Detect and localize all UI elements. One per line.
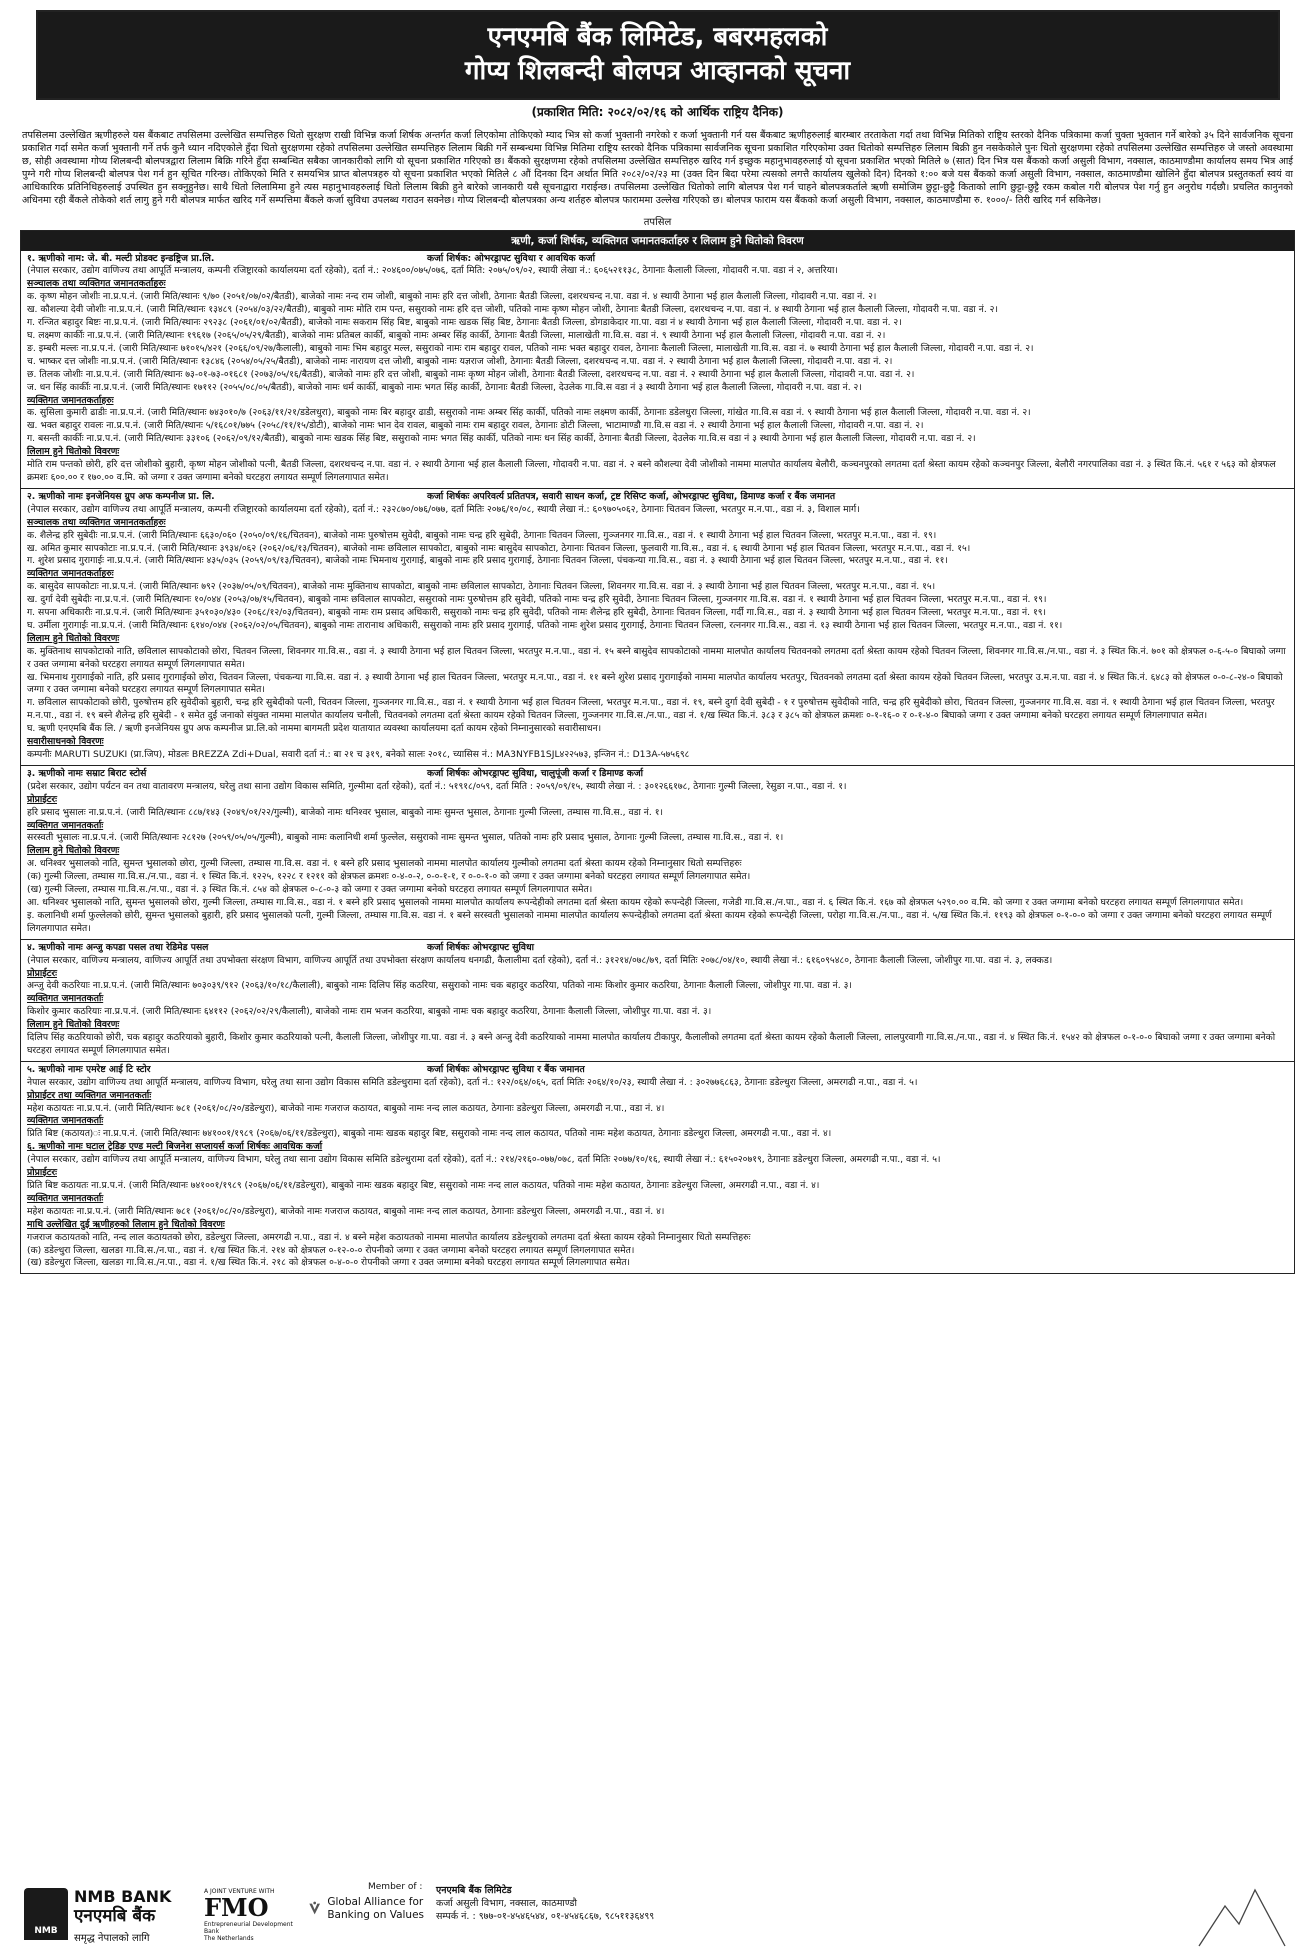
detail-line: क. सुसिला कुमारी ढाडीः ना.प्र.प.नं. (जारी मिति/स्थानः ७४३०१०/७ (२०६३/११/२१/डडेलधुरा), बाबुको नामः बिर बहादुर ढाडी, ससुराको नामः अम्बर सिंह कार्की, पतिको नामः लक्ष्मण कार्की, ठेगानाः डडेलधुरा जिल्ला, गांखेत गा.वि.स वडा नं. ९ स्थायी ठेगाना भई हाल कैलाली जिल्ला, गोदावरी न.पा. वडा नं. २। [27,407,1031,419]
gabv-icon [308,1897,321,1921]
fmo-top-text: A JOINT VENTURE WITH [204,1888,275,1895]
detail-line: इ. कलानिधी शर्मा फुल्लेलको छोरी, सुमन्त भुसालको बुहारी, हरि प्रसाद भुसालको पत्नी, गुल्मी जिल्ला, तम्घास गा.वि.स. वडा नं. १ बस्ने सरस्वती भुसालको नाममा मालपोत कार्यालय रूपन्देहीको लगतमा दर्ता श्रेस्ता कायम रहेको रूपन्देही जिल्ला, परोहा गा.वि.स./न.पा., वडा नं. ५/ख स्थित कि.नं. ११९३ को क्षेत्रफल ०-१-०-० को जग्गा र उक्त जग्गामा बनेको घरटहरा लगायत सम्पूर्ण लिगलगापात समेत। [27,909,1272,934]
mountain-icon [1197,1884,1287,1948]
detail-line: गजराज कठायतको नाति, नन्द लाल कठायतको छोरा, डडेल्धुरा जिल्ला, अमरगढी न.पा., वडा नं. ४ बस्ने महेश कठायतको नाममा मालपोत कार्यालय डडेल्धुराको लगतमा दर्ता श्रेस्ता कायम रहेको निम्नानुसार धितो सम्पत्तिहरुः [27,1231,751,1243]
detail-line: ख. अमित कुमार सापकोटाः ना.प्र.प.नं. (जारी मिति/स्थानः ३९३४/०६२ (२०६२/०६/१३/चितवन), बाजेको नामः छविलाल सापकोटा, बाबुको नामः बासुदेव सापकोटा, ठेगानाः चितवन जिल्ला, फुलवारी गा.वि.स., वडा नं. ६ स्थायी ठेगाना भई हाल चितवन जिल्ला, भरतपुर म.न.पा., वडा नं. १५। [27,542,971,554]
subheading: सवारीसाधनको विवरणः [27,736,104,748]
subheading: प्रोप्राईटर तथा व्यक्तिगत जमानतकर्ताः [27,1089,152,1101]
borrower-line [27,942,1288,955]
borrower-line [27,253,1288,266]
fmo-subtitle: Entrepreneurial Development Bank [204,1921,293,1935]
detail-line: नेपाल सरकार, उद्योग वाणिज्य तथा आपूर्ति मन्त्रालय, वाणिज्य विभाग, घरेलु तथा साना उद्योग विकास समिति डडेल्धुरामा दर्ता रहेको), दर्ता नं.: १२२/०६४/०६५, दर्ता मितिः २०६४/१०/२३, स्थायी लेखा नं. : ३०२७७६८६३, ठेगानाः डडेल्धुरा जिल्ला, अमरगढी न.पा., वडा नं. ५। [27,1076,918,1088]
gabv-text: Global Alliance for Banking on Values [327,1896,425,1921]
notice-title-line2: गोप्य शिलबन्दी बोलपत्र आव्हानको सूचना [464,56,851,86]
detail-line: ख. भिमनाथ गुरागाईको नाति, हरि प्रसाद गुरागाईको छोरा, चितवन जिल्ला, पंचकन्या गा.वि.स. वडा नं. ३ स्थायी ठेगाना भई हाल चितवन जिल्ला, भरतपुर म.न.पा., वडा नं. ११ बस्ने शुरेश प्रसाद गुरागाईको नाममा मालपोत कार्यालय भरतपुर, चितवनको लगतमा दर्ता श्रेस्ता कायम रहेको चितवन जिल्ला, भरतपुर उ.म.न.पा. वडा नं. ४ स्थित कि.नं. ६४८३ को क्षेत्रफल ०-०-८-२४-० बिघाको जग्गा र उक्त जग्गामा बनेको घरटहरा लगायत सम्पूर्ण लिगलगापात समेत। [27,671,1283,696]
borrower-name: ३. ऋणीको नामः सम्राट बिराट स्टोर्स [27,767,147,779]
loan-type: कर्जा शिर्षक: ओभरड्राफ्ट सुविधा र आवधिक कर्जा [427,252,596,264]
borrower-name: १. ऋणीको नाम: जे. बी. मल्टी प्रोडक्ट इन्डष्ट्रिज प्रा.लि. [27,252,215,264]
subheading: लिलाम हुने धितोको विवरणः [27,632,120,644]
detail-line: क. शैलेन्द्र हरि सुबेदीः ना.प्र.प.नं. (जारी मिति/स्थानः ६६३०/०६० (२०५०/०९/१६/चितवन), बाजेको नामः पुरुषोत्तम सुवेदी, बाबुको नामः चन्द्र हरि सुबेदी, ठेगानाः चितवन जिल्ला, गुञ्जनगर गा.वि.स., वडा नं. १ स्थायी ठेगाना भई हाल चितवन जिल्ला, भरतपुर म.न.पा., वडा नं. १९। [27,529,937,541]
borrower-name: २. ऋणीको नामः इनजेनियस ग्रुप अफ कम्पनीज प्रा. लि. [27,490,215,502]
detail-line: घ. लक्ष्मण कार्कीः ना.प्र.प.नं. (जारी मिति/स्थानः १९६१७ (२०६५/०५/२९/बैतडी), बाजेको नामः प्रतिबल कार्की, बाबुको नामः अम्बर सिंह कार्की, ठेगानाः बैतडी जिल्ला, मालाखेती गा.वि.स. वडा नं. ९ स्थायी ठेगाना भई हाल कैलाली जिल्ला, गोदावरी न.पा. वडा नं. २। [27,330,886,341]
subheading: प्रोप्राईटरः [27,967,57,979]
loan-type: कर्जा शिर्षकः ओभरड्राफ्ट सुविधा, चालुपूंजी कर्जा र डिमाण्ड कर्जा [427,767,644,779]
footer [18,1880,1297,1948]
nmb-logo [24,1888,171,1944]
subheading: व्यक्तिगत जमानतकर्ताः [27,819,104,831]
publication-line: (प्रकाशित मिति: २०८२/०२/१६ को आर्थिक राष्ट्रिय दैनिक) [531,105,784,119]
tapsil-label: तपसिल [643,216,672,228]
borrower-line [27,1064,1288,1077]
borrower-section [21,488,1294,765]
notice-page [18,10,1297,1274]
fmo-logo [204,1888,294,1942]
detail-line: (क) डडेल्धुरा जिल्ला, खलङा गा.वि.स./न.पा., वडा नं. १/ख स्थित कि.नं. २१४ को क्षेत्रफल ०-१२-०-० रोपनीको जग्गा र उक्त जग्गामा बनेको घरटहरा लगायत सम्पूर्ण लिगलगापात समेत। [27,1244,635,1256]
fmo-name: FMO [204,1893,269,1922]
bank-tagline: समृद्ध नेपालको लागि [74,1933,150,1944]
detail-line: कम्पनीः MARUTI SUZUKI (प्रा.जिप), मोडलः BREZZA Zdi+Dual, सवारी दर्ता नं.: बा २१ च ३१९, बनेको सालः २०१८, च्यासिस नं.: MA3NYFB1SJL४२२५७३, इन्जिन नं.: D13A-५७५६९८ [27,749,690,760]
detail-line: महेश कठायतः ना.प्र.प.नं. (जारी मिति/स्थानः ७८१ (२०६१/०८/२०/डडेल्धुरा), बाजेको नामः गजराज कठायत, बाबुको नामः नन्द लाल कठायत, ठेगानाः डडेल्धुरा जिल्ला, अमरगढी न.पा., वडा नं. ४। [27,1102,665,1114]
subheading: व्यक्तिगत जमानतकर्ताः [27,1192,104,1204]
detail-line: ख. कौशल्या देवी जोशीः ना.प्र.प.नं. (जारी मिति/स्थानः १३४८९ (२०५४/०३/२२/बैतडी), बाबुको नामः मोति राम पन्त, ससुराको नामः हरि दत्त जोशी, पतिको नामः कृष्ण मोहन जोशी, ठेगानाः बैतडी जिल्ला, दशरथचन्द न.पा. वडा नं. ४ स्थायी ठेगाना भई हाल कैलाली जिल्ला, गोदावरी न.पा. वडा नं. २। [27,304,998,316]
contact-department: कर्जा असुली विभाग, नक्साल, काठमाण्डौ [436,1898,577,1909]
borrower-name: ४. ऋणीको नामः अन्जु कपडा पसल तथा रेडिमेड पसल [27,941,209,953]
loan-type: कर्जा शिर्षकः ओभरड्राफ्ट सुविधा र बैंक जमानत [427,1063,585,1075]
detail-line: किशोर कुमार कठरियाः ना.प्र.प.नं. (जारी मिति/स्थानः ६४११२ (२०६२/०२/२९/कैलाली), बाजेको नामः राम भजन कठरिया, बाबुको नामः चक बहादुर कठरिया, ठेगानाः कैलाली जिल्ला, जोशीपुर गा.पा. वडा नं. ३। [27,1006,712,1018]
borrower-line [27,491,1288,504]
detail-line: (नेपाल सरकार, उद्योग वाणिज्य तथा आपूर्ति मन्त्रालय, कम्पनी रजिष्ट्रारको कार्यालयमा दर्ता रहेको), दर्ता नं.: २३२८७०/०७६/०७७, दर्ता मितिः २०७६/१०/०८, स्थायी लेखा नं.: ६०९७०५०६२, ठेगानाः चितवन जिल्ला, भरतपुर म.न.पा., वडा नं. ३, विशाल मार्ग। [27,503,860,515]
subheading: सञ्चालक तथा व्यक्तिगत जमानतकर्ताहरुः [27,516,166,528]
subheading: सञ्चालक तथा व्यक्तिगत जमानतकर्ताहरुः [27,278,166,290]
loan-type: कर्जा शिर्षकः ओभरड्राफ्ट सुविधा [427,941,535,953]
detail-line: (प्रदेश सरकार, उद्योग पर्यटन वन तथा वातावरण मन्त्रालय, घरेलु तथा साना उद्योग विकास समिति, गुल्मीमा दर्ता रहेको), दर्ता नं.: ५१९१८/०५९, दर्ता मिति : २०५९/०९/१५, स्थायी लेखा नं. : ३०१२६६१७८, ठेगानाः गुल्मी जिल्ला, रेसुङा न.पा., वडा नं. १। [27,780,847,792]
bank-name-np: एनएमबि बैंक [74,1906,156,1926]
subheading: प्रोप्राईटरः [27,793,57,805]
subheading: प्रोप्राईटरः [27,1167,57,1179]
detail-line: प्रिति बिष्ट कठायतः ना.प्र.प.नं. (जारी मिति/स्थानः ७४१००१/१९८९ (२०६७/०६/११/डडेल्धुरा), बाबुको नामः खडक बहादुर बिष्ट, ससुराको नामः नन्द लाल कठायत, पतिको नामः महेश कठायत, ठेगानाः डडेल्धुरा जिल्ला, अमरगढी न.पा., वडा नं. ४। [27,1180,820,1191]
detail-line: ग. छविलाल सापकोटाको छोरी, पुरुषोत्तम हरि सुवेदीको बुहारी, चन्द्र हरि सुबेदीको पत्नी, चितवन जिल्ला, गुञ्जनगर गा.वि.स., वडा नं. १ स्थायी ठेगाना भई हाल चितवन जिल्ला, भरतपुर म.न.पा., वडा नं. १९, बस्ने दुर्गा देवी सुबेदी - १ र पुरुषोत्तम सुवेदीको नाति, चन्द्र हरि सुबेदीको छोरा, चितवन जिल्ला, गुञ्जनगर गा.वि.स. वडा नं. १ स्थायी ठेगाना भई हाल चितवन जिल्ला, भरतपुर म.न.पा., वडा नं. १९ बस्ने शैलेन्द्र हरि सुबेदी - १ समेत दुई जनाको संयुक्त नाममा मालपोत कार्यालय चनौली, चितवनको लगतमा दर्ता श्रेस्ता कायम रहेको चितवन जिल्ला, गुञ्जनगर गा.वि.स./न.पा., वडा नं. १/ख स्थित कि.नं. ३८३ र ३८५ को क्षेत्रफल क्रमशः ०-१-१६-० र ०-१-४-० बिघाको जग्गा र उक्त जग्गामा बनेको घरटहरा लगायत सम्पूर्ण लिगलगापात समेत। [27,697,1275,722]
notice-header [36,10,1280,100]
fmo-country: The Netherlands [204,1935,254,1942]
detail-line: छ. तिलक जोशीः ना.प्र.प.नं. (जारी मिति/स्थानः ७३-०१-७३-०१६८१ (२०७३/०५/१६/बैतडी), बाजेको नामः हरि दत्त जोशी, बाबुको नामः कृष्ण मोहन जोशी, ठेगानाः बैतडी जिल्ला, दशरथचन्द न.पा. वडा नं. २ स्थायी ठेगाना भई हाल कैलाली जिल्ला, गोदावरी न.पा. वडा नं. २। [27,368,915,380]
subheading: ६. ऋणीको नामः घटाल ट्रेडिङ एण्ड मल्टी बिजनेश सप्लायर्स कर्जा शिर्षकः आवधिक कर्जा [27,1141,323,1153]
borrower-section [21,251,1294,488]
contact-bank-name: एनएमबि बैंक लिमिटेड [436,1885,512,1896]
subheading: माथि उल्लेखित दुई ऋणीहरुको लिलाम हुने धितोको विवरणः [27,1218,225,1230]
detail-line: (ख) गुल्मी जिल्ला, तम्घास गा.वि.स./न.पा., वडा नं. ३ स्थित कि.नं. ८५४ को क्षेत्रफल ०-८-०-३ को जग्गा र उक्त जग्गामा बनेको घरटहरा लगायत सम्पूर्ण लिगलगापात समेत। [27,884,593,896]
detail-line: अ. धनिश्वर भुसालको नाति, सुमन्त भुसालको छोरा, गुल्मी जिल्ला, तम्घास गा.वि.स. वडा नं. १ बस्ने हरि प्रसाद भुसालको नाममा मालपोत कार्यालय गुल्मीको लगतमा दर्ता श्रेस्ता कायम रहेको निम्नानुसार धितो सम्पत्तिहरुः [27,858,742,870]
detail-line: च. भाष्कर दत्त जोशीः ना.प्र.प.नं. (जारी मिति/स्थानः १३८४६ (२०५४/०५/२५/बैतडी), बाजेको नामः नारायण दत्त जोशी, बाबुको नामः यज्ञराज जोशी, ठेगानाः बैतडी जिल्ला, दशरथचन्द न.पा. वडा नं. २ स्थायी ठेगाना भई हाल कैलाली जिल्ला, गोदावरी न.पा. वडा नं. २। [27,355,893,367]
detail-line: क. मुक्तिनाथ सापकोटाको नाति, छविलाल सापकोटाको छोरा, चितवन जिल्ला, शिवनगर गा.वि.स., वडा नं. ३ स्थायी ठेगाना भई हाल चितवन जिल्ला, भरतपुर म.न.पा., वडा नं. १५ बस्ने बासुदेव सापकोटाको नाममा मालपोत कार्यालय चितवनको लगतमा दर्ता श्रेस्ता कायम रहेको चितवन जिल्ला, शिवनगर गा.वि.स./न.पा., वडा नं. ३ स्थित कि.नं. ७०१ को क्षेत्रफल ०-६-५-० बिघाको जग्गा र उक्त जग्गामा बनेको घरटहरा लगायत सम्पूर्ण लिगलगापात समेत। [27,645,1286,670]
borrower-section [21,765,1294,939]
detail-line: घ. ऋणी एनएमबि बैंक लि. / ऋणी इनजेनियस ग्रुप अफ कम्पनीज प्रा.लि.को नाममा बागमती प्रदेश यातायात व्यवस्था कार्यालयमा दर्ता कायम रहेको निम्नानुसारको सवारीसाधन। [27,723,602,735]
nmb-badge-icon: NMB [24,1888,68,1940]
subheading: लिलाम हुने धितोको विवरणः [27,446,120,458]
notice-title-line1: एनएमबि बैंक लिमिटेड, बबरमहलको [487,22,828,52]
detail-line: ख. भक्त बहादुर रावलः ना.प्र.प.नं. (जारी मिति/स्थानः ५/१६८०१/७७५ (२०५८/११/१५/डोटी), बाजेको नामः भान देव रावल, बाबुको नामः राम बहादुर रावल, ठेगानाः डोटी जिल्ला, भाटामाण्डौ गा.वि.स वडा नं. २ स्थायी ठेगाना भई हाल कैलाली जिल्ला, गोदावरी न.पा. वडा नं. २। [27,420,924,432]
contact-phone: सम्पर्क नं. : ९७७-०१-४५४६५४४, ०१-४५४६८६७, ९८५११३६४९९ [436,1911,655,1922]
details-table [20,230,1295,1275]
sections-container [21,251,1294,1274]
detail-line: (नेपाल सरकार, वाणिज्य मन्त्रालय, वाणिज्य आपूर्ति तथा उपभोक्ता संरक्षण विभाग, वाणिज्य आपूर्ति तथा उपभोक्ता संरक्षण कार्यालय धनगढी, कैलालीमा दर्ता रहेको), दर्ता नं.: ३१२१४/०७८/७९, दर्ता मितिः २०७८/०४/१०, स्थायी लेखा नं.: ६१६०९५४८०, ठेगानाः कैलाली जिल्ला, जोशीपुर गा.पा. वडा नं. ३, लक्कड। [27,954,1053,966]
detail-line: ग. सपना अधिकारीः ना.प्र.प.नं. (जारी मिति/स्थानः ३५१०३०/४३० (२०६८/१२/०३/चितवन), बाबुको नामः राम प्रसाद अधिकारी, ससुराको नामः चन्द्र हरि सुवेदी, पतिको नामः शैलेन्द्र हरि सुबेदी, ठेगानाः चितवन जिल्ला, गर्दी गा.वि.स., वडा नं. ३ स्थायी ठेगाना भई हाल चितवन जिल्ला, भरतपुर म.न.पा., वडा नं. १९। [27,607,1046,619]
detail-line: (क) गुल्मी जिल्ला, तम्घास गा.वि.स./न.पा., वडा नं. १ स्थित कि.नं. १२२५, १२२८ र १२११ को क्षेत्रफल क्रमशः ०-४-०-२, ०-०-१-१, र ०-०-१-० को जग्गा र उक्त जग्गामा बनेको घरटहरा लगायत सम्पूर्ण लिगलगापात समेत। [27,871,751,883]
contact-block [436,1884,654,1923]
borrower-name: ५. ऋणीको नामः एमरेष्ट आई टि स्टोर [27,1063,151,1075]
subheading: व्यक्तिगत जमानतकर्ताहरुः [27,568,114,580]
detail-line: क. कृष्ण मोहन जोशीः ना.प्र.प.नं. (जारी मिति/स्थानः ९/७० (२०५१/०७/०२/बैतडी), बाजेको नामः नन्द राम जोशी, बाबुको नामः हरि दत्त जोशी, ठेगानाः बैतडी जिल्ला, दशरथचन्द न.पा. वडा नं. ४ स्थायी ठेगाना भई हाल कैलाली जिल्ला, गोदावरी न.पा. वडा नं. २। [27,291,877,303]
table-header: ऋणी, कर्जा शिर्षक, व्यक्तिगत जमानतकर्ताहरु र लिलाम हुने धितोको विवरण [21,231,1294,251]
title-band [38,12,1278,98]
member-of-label: Member of : [368,1882,423,1892]
detail-line: घ. उर्मीला गुरागाईः ना.प्र.प.नं. (जारी मिति/स्थानः ६१४०/०४४ (२०६२/०२/०५/चितवन), बाबुको नामः तारानाथ अधिकारी, ससुराको नामः हरि प्रसाद गुरागाई, पतिको नामः शुरेश प्रसाद गुरागाई, ठेगानाः चितवन जिल्ला, रत्ननगर गा.वि.स., वडा नं. १३ स्थायी ठेगाना भई हाल चितवन जिल्ला, भरतपुर म.न.पा., वडा नं. ११। [27,619,1063,631]
detail-line: दिलिप सिंह कठरियाको छोरी, चक बहादुर कठरियाको बुहारी, किशोर कुमार कठरियाको पत्नी, कैलाली जिल्ला, जोशीपुर गा.पा. वडा नं. ३ बस्ने अन्जु देवी कठरियाको नाममा मालपोत कार्यालय टीकापुर, कैलालीको लगतमा दर्ता श्रेस्ता कायम रहेको कैलाली जिल्ला, लालपुरवागी गा.वि.स./न.पा., वडा नं. ४ स्थित कि.नं. १५४२ को क्षेत्रफल ०-१-०-० बिघाको जग्गा र उक्त जग्गामा बनेको घरटहरा लगायत सम्पूर्ण लिगलगापात समेत। [27,1032,1276,1056]
detail-line: ग. शुरेश प्रसाद गुरागाईः ना.प्र.प.नं. (जारी मिति/स्थानः ४३५/०३५ (२०५९/०९/१३/चितवन), बाजेको नामः भिमनाथ गुरागाई, बाबुको नामः हरि प्रसाद गुरागाई, ठेगानाः चितवन जिल्ला, पंचकन्या गा.वि.स., वडा नं. ३ स्थायी ठेगाना भई हाल चितवन जिल्ला, भरतपुर म.न.पा., वडा नं. ११। [27,555,948,567]
subheading: व्यक्तिगत जमानतकर्ताहरुः [27,394,114,406]
detail-line: मोति राम पन्तको छोरी, हरि दत्त जोशीको बुहारी, कृष्ण मोहन जोशीको पत्नी, बैतडी जिल्ला, दशरथचन्द न.पा. वडा नं. २ स्थायी ठेगाना भई हाल कैलाली जिल्ला, गोदावरी न.पा. वडा नं. २ बस्ने कौशल्या देवी जोशीको नाममा मालपोत कार्यालय बेलौरी, कञ्चनपुरको लगतमा दर्ता श्रेस्ता कायम रहेको कञ्चनपुर जिल्ला, बेलौरी नगरपालिका वडा नं. ३ स्थित कि.नं. ५६१ र ५६३ को क्षेत्रफल क्रमशः ६००.०० र १७०.०० व.मि. को जग्गा र उक्त जग्गामा बनेको घरटहरा लगायत सम्पूर्ण लिगलगापात समेत। [27,459,1276,483]
detail-line: हरि प्रसाद भुसालः ना.प्र.प.नं. (जारी मिति/स्थानः ८८७/१४३ (२०४९/०१/२२/गुल्मी), बाजेको नामः धनिश्वर भुसाल, बाबुको नामः सुमन्त भुसाल, ठेगानाः गुल्मी जिल्ला, तम्घास गा.वि.स., वडा नं. १। [27,806,663,818]
subheading: लिलाम हुने धितोको विवरणः [27,845,120,857]
bank-name-en: NMB BANK [74,1887,172,1906]
detail-line: ज. धन सिंह कार्कीः ना.प्र.प.नं. (जारी मिति/स्थानः १७११२ (२०५५/०८/०५/बैतडी), बाजेको नामः धर्म कार्की, बाबुको नामः भगत सिंह कार्की, ठेगानाः बैतडी जिल्ला, देउलेक गा.वि.स वडा नं ३ स्थायी ठेगाना भई हाल कैलाली जिल्ला, गोदावरी न.पा. वडा नं. २। [27,381,862,393]
nmb-text [74,1888,171,1944]
detail-line: ख. दुर्गा देवी सुबेदीः ना.प्र.प.नं. (जारी मिति/स्थानः १०/०४४ (२०५३/०७/१५/चितवन), बाबुको नामः छविलाल सापकोटा, ससुराको नामः पुरुषोत्तम हरि सुवेदी, पतिको नामः चन्द्र हरि सुवेदी, ठेगानाः चितवन जिल्ला, गुञ्जनगर गा.वि.स. वडा नं. १ स्थायी ठेगाना भई हाल चितवन जिल्ला, भरतपुर म.न.पा., वडा नं. १९। [27,594,1047,606]
detail-line: (ख) डडेल्धुरा जिल्ला, खलङा गा.वि.स./न.पा., वडा नं. १/ख स्थित कि.नं. २१८ को क्षेत्रफल ०-४-०-० रोपनीको जग्गा र उक्त जग्गामा बनेको घरटहरा लगायत सम्पूर्ण लिगलगापात समेत। [27,1257,631,1269]
borrower-section [21,1061,1294,1274]
detail-line: क. बासुदेव सापकोटाः ना.प्र.प.नं. (जारी मिति/स्थानः ७९२ (२०३७/०५/०९/चितवन), बाजेको नामः मुक्तिनाथ सापकोटा, बाबुको नामः छविलाल सापकोटा, ठेगानाः चितवन जिल्ला, शिवनगर गा.वि.स. वडा नं. ३ स्थायी ठेगाना भई हाल चितवन जिल्ला, भरतपुर म.न.पा., वडा नं. १५। [27,581,936,593]
subheading: व्यक्तिगत जमानतकर्ताः [27,1115,104,1127]
detail-line: ङ. इम्बरी मल्लः ना.प्र.प.नं. (जारी मिति/स्थानः ७१०१५/४२१ (२०६६/०९/२७/कैलाली), बाबुको नामः भिम बहादुर मल्ल, ससुराको नामः राम बहादुर रावल, पतिको नामः भक्त बहादुर रावल, ठेगानाः कैलाली जिल्ला, मालाखेती गा.वि.स. वडा नं. ७ स्थायी ठेगाना भई हाल कैलाली जिल्ला, गोदावरी न.पा. वडा नं. २। [27,342,1034,354]
intro-paragraph: तपसिलमा उल्लेखित ऋणीहरुले यस बैंकबाट तपसिलमा उल्लेखित सम्पत्तिहरु धितो सुरक्षण राखी विभिन्न कर्जा शिर्षक अन्तर्गत कर्जा लिएकोमा तोकिएको म्याद भित्र सो कर्जा भुक्तानी नगरेको र कर्जा भुक्तानी गर्न यस बैंकबाट ऋणीहरुलाई बारम्बार तरताकेता गर्दा तथा विभिन्न मितिको राष्ट्रिय स्तरको दैनिक पत्रिकामा कर्जा चुक्ता भुक्तान गर्ने बारेको ३५ दिने सार्वजनिक सूचना प्रकाशित गर्दा समेत कर्जा भुक्तानी गर्ने तर्फ कुनै ध्यान नदिएकोले हुँदा धितो सुरक्षणमा रहेको तपसिलमा उल्लेखित सम्पत्तिहरु लिलाम बिक्री गर्ने सम्बन्धमा विभिन्न मितिमा राष्ट्रिय स्तरको दैनिक पत्रिकामा सार्वजनिक सूचना प्रकाशित गरिएकोमा उक्त धितोको सम्पत्तिहरु लिलाम बिक्री हुन नसकेकोले पुनः धितो सुरक्षणमा रहेको तपसिलमा उल्लेखित सम्पत्तिहरु जे जस्तो अवस्थामा छ, सोही अवस्थामा गोप्य शिलबन्दी बोलपत्रद्वारा लिलाम बिक्रि गरिने हुँदा सम्बन्धित सबैका जानकारीको लागि यो सूचना प्रकाशित गरिएको छ। बैंकको सुरक्षणमा रहेको तपसिलमा उल्लेखित सम्पत्तिहरु खरिद गर्न इच्छुक महानुभावहरुलाई यो सूचना प्रकाशित भएको मितिले ७ (सात) दिन भित्र यस बैंकको कर्जा असुली विभाग, नक्साल, काठमाण्डौमा कार्यालय समय भित्र आई पुग्ने गरी गोप्य शिलबन्दी बोलपत्र पेश गर्न हुन सूचित गरिन्छ। तोकिएको मिति र समयभित्र प्राप्त बोलपत्रहरु यो सूचना प्रकाशित भएको मितिले ८ औं दिनका दिन अर्थात मिति २०८२/०२/२३ मा (उक्त दिन बिदा परेमा त्यसको लगत्तै कार्यालय खुलेको दिन) दिनको १:०० बजे यस बैंकको कर्जा असुली विभाग, नक्साल, काठमाण्डौमा खोलिने हुँदा बोलपत्र प्रस्तुतकर्ता स्वयं वा आधिकारिक प्रतिनिधिहरुलाई उपस्थित हुन सक्नुहुनेछ। साथै धितो लिलामिमा हुने त्यस महानुभावहरुलाई धितो लिलाम बिक्री हुने बारेको जानकारी यसै सूचनाद्वारा गराईन्छ। तपसिलमा उल्लेखित धितोको लागि बोलपत्र पेश गर्न चाहने बोलपत्रकर्ताले ऋणी समोजिम छुट्टा-छुट्टै किताको लागि छुट्टा-छुट्टै रकम कबोल गरी बोलपत्र पेश गर्नु हुन अनुरोध गर्दछौ। प्रचलित कानुनको अधिनमा रही बैंकले तोकेको शर्त लागु हुने गरी बोलपत्र मार्फत खरिद गर्ने सम्पत्तिमा बैंकले कर्जा सुविधा उपलब्ध गराउन सक्नेछ। गोप्य शिलबन्दी बोलपत्रका अन्य शर्तहरु बोलपत्र फाराममा उल्लेख गरिएको छ। बोलपत्र फाराम यस बैंकको कर्जा असुली विभाग, नक्साल, काठमाण्डौमा रु. १०००/- तिरी खरिद गर्न सकिनेछ। [22,130,1294,207]
loan-type: कर्जा शिर्षकः अपरिवर्त्य प्रतितपत्र, सवारी साधन कर्जा, ट्रष्ट रिसिप्ट कर्जा, ओभरड्राफ्ट सुविधा, डिमाण्ड कर्जा र बैंक जमानत [427,490,836,502]
detail-line: अन्जु देवी कठरियाः ना.प्र.प.नं. (जारी मिति/स्थानः ७०३०३९/९१२ (२०६३/१०/१८/कैलाली), बाबुको नामः दिलिप सिंह कठरिया, ससुराको नामः चक बहादुर कठरिया, पतिको नामः किशोर कुमार कठरिया, ठेगानाः कैलाली जिल्ला, जोशीपुर गा.पा. वडा नं. ३। [27,980,852,992]
borrower-section [21,939,1294,1061]
detail-line: (नेपाल सरकार, उद्योग वाणिज्य तथा आपूर्ति मन्त्रालय, कम्पनी रजिष्ट्रारको कार्यालयमा दर्ता रहेको), दर्ता नं.: २०४६००/०७५/०७६, दर्ता मिति: २०७५/०९/०२, स्थायी लेखा नं.: ६०६५२११३८, ठेगानाः कैलाली जिल्ला, गोदावरी न.पा. वडा नं २, अत्तरिया। [27,265,838,277]
detail-line: ग. बसन्ती कार्कीः ना.प्र.प.नं. (जारी मिति/स्थानः ३३१०६ (२०६२/०९/१२/बैतडी), बाबुको नामः खडक सिंह बिष्ट, ससुराको नामः भगत सिंह कार्की, पतिको नामः धन सिंह कार्की, ठेगानाः बैतडी जिल्ला, देउलेक गा.वि.स वडा नं ३ स्थायी ठेगाना भई हाल कैलाली जिल्ला, गोदावरी न.पा. वडा नं. २। [27,433,976,445]
detail-line: आ. धनिश्वर भुसालको नाति, सुमन्त भुसालको छोरा, गुल्मी जिल्ला, तम्घास गा.वि.स., वडा नं. १ बस्ने हरि प्रसाद भुसालको नाममा मालपोत कार्यालय रूपन्देहीको लगतमा दर्ता श्रेस्ता कायम रहेको रूपन्देही जिल्ला, गजेडी गा.वि.स./न.पा., वडा नं. ६ स्थित कि.नं. १६७ को क्षेत्रफल ५२९०.०० व.मि. को जग्गा र उक्त जग्गामा बनेको घरटहरा लगायत सम्पूर्ण लिगलगापात समेत। [27,896,1244,908]
detail-line: महेश कठायतः ना.प्र.प.नं. (जारी मिति/स्थानः ७८१ (२०६१/०८/२०/डडेल्धुरा), बाजेको नामः गजराज कठायत, बाबुको नामः नन्द लाल कठायत, ठेगानाः डडेल्धुरा जिल्ला, अमरगढी न.पा., वडा नं. ४। [27,1205,665,1217]
subheading: लिलाम हुने धितोको विवरणः [27,1019,120,1031]
borrower-line [27,768,1288,781]
detail-line: प्रिति बिष्ट (कठायत)ः ना.प्र.प.नं. (जारी मिति/स्थानः ७४१००१/१९८९ (२०६७/०६/११/डडेल्धुरा), बाबुको नामः खडक बहादुर बिष्ट, ससुराको नामः नन्द लाल कठायत, पतिको नामः महेश कठायत, ठेगानाः डडेल्धुरा जिल्ला, अमरगढी न.पा., वडा नं. ४। [27,1128,832,1140]
detail-line: सरस्वती भुसालः ना.प्र.प.नं. (जारी मिति/स्थानः २८१२७ (२०५९/०५/०५/गुल्मी), बाबुको नामः कलानिधी शर्मा फुल्लेल, ससुराको नामः सुमन्त भुसाल, पतिको नामः हरि प्रसाद भुसाल, ठेगानाः गुल्मी जिल्ला, तम्घास गा.वि.स., वडा नं. १। [27,832,784,844]
detail-line: (नेपाल सरकार, उद्योग वाणिज्य तथा आपूर्ति मन्त्रालय, वाणिज्य विभाग, घरेलु तथा साना उद्योग विकास समिति डडेल्धुरामा दर्ता रहेको), दर्ता नं.: २१४/२१६०-०७७/०७८, दर्ता मितिः २०७७/१०/१६, स्थायी लेखा नं.: ६१५०२०७१९, ठेगानाः डडेल्धुरा जिल्ला, अमरगढी न.पा., वडा नं. ५। [27,1154,941,1166]
detail-line: ग. रन्जित बहादुर बिष्टः ना.प्र.प.नं. (जारी मिति/स्थानः २९२३८ (२०६१/०१/०२/बैतडी), बाजेको नामः सकराम सिंह बिष्ट, बाबुको नामः खडक सिंह बिष्ट, ठेगानाः बैतडी जिल्ला, डोगडाकेदार गा.पा. वडा नं ४ स्थायी ठेगाना भई हाल कैलाली जिल्ला, गोदावरी न.पा. वडा नं. २। [27,317,902,329]
subheading: व्यक्तिगत जमानतकर्ताः [27,993,104,1005]
